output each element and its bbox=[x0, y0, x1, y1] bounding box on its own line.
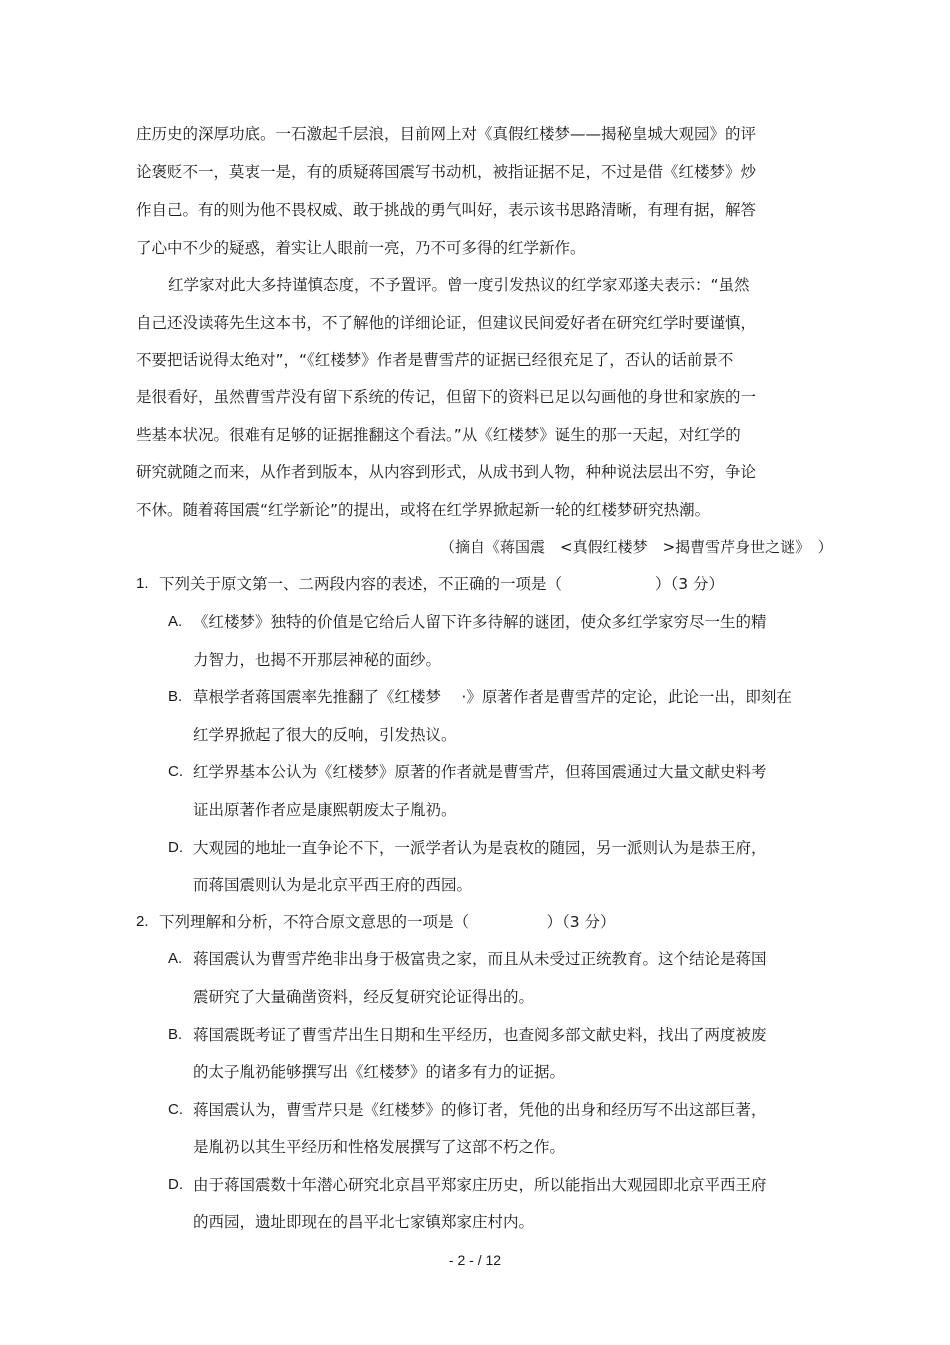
option-text: 是胤礽以其生平经历和性格发展撰写了这部不朽之作。 bbox=[193, 1138, 566, 1156]
passage-line: 了心中不少的疑惑，着实让人眼前一亮，乃不可多得的红学新作。 bbox=[136, 239, 586, 257]
option-text: 蒋国震认为曹雪芹绝非出身于极富贵之家，而且从未受过正统教育。这个结论是蒋国 bbox=[193, 950, 767, 968]
page-number: - 2 - / 12 bbox=[448, 1252, 502, 1268]
passage-line: 论褒贬不一，莫衷一是，有的质疑蒋国震写书动机，被指证据不足，不过是借《红楼梦》炒 bbox=[136, 163, 757, 181]
passage-line: 不休。随着蒋国震“红学新论”的提出，或将在红学界掀起新一轮的红楼梦研究热潮。 bbox=[136, 501, 711, 519]
passage-line: 作自己。有的则为他不畏权威、敢于挑战的勇气叫好，表示该书思路清晰，有理有据，解答 bbox=[136, 201, 757, 219]
option-text: 而蒋国震则认为是北京平西王府的西园。 bbox=[193, 876, 473, 894]
option-letter: B. bbox=[168, 1026, 183, 1043]
option-letter: B. bbox=[168, 688, 183, 705]
passage-line: 研究就随之而来，从作者到版本，从内容到形式，从成书到人物，种种说法层出不穷，争论 bbox=[136, 463, 757, 481]
option-letter: C. bbox=[168, 1101, 183, 1118]
question-number: 1. bbox=[136, 575, 149, 592]
passage-line: 自己还没读蒋先生这本书，不了解他的详细论证，但建议民间爱好者在研究红学时要谨慎， bbox=[136, 314, 757, 332]
question-number: 2. bbox=[136, 913, 149, 930]
option-text: 由于蒋国震数十年潜心研究北京昌平郑家庄历史，所以能指出大观园即北京平西王府 bbox=[193, 1176, 767, 1194]
passage-source: （摘自《蒋国震 <真假红楼梦 >揭曹雪芹身世之谜》 ） bbox=[440, 538, 833, 556]
passage-line: 庄历史的深厚功底。一石激起千层浪，目前网上对《真假红楼梦——揭秘皇城大观园》的评 bbox=[136, 125, 757, 143]
option-letter: A. bbox=[168, 950, 183, 967]
option-text: 证出原著作者应是康熙朝废太子胤礽。 bbox=[193, 801, 457, 819]
question-stem: 下列关于原文第一、二两段内容的表述，不正确的一项是（ ）（3 分） bbox=[159, 575, 725, 593]
option-letter: D. bbox=[168, 839, 183, 856]
question-stem: 下列理解和分析，不符合原文意思的一项是（ ）（3 分） bbox=[159, 913, 616, 931]
option-letter: A. bbox=[168, 613, 183, 630]
option-text: 的太子胤礽能够撰写出《红楼梦》的诸多有力的证据。 bbox=[193, 1063, 566, 1081]
option-text: 蒋国震既考证了曹雪芹出生日期和生平经历，也查阅多部文献史料，找出了两度被废 bbox=[193, 1026, 767, 1044]
passage-line: 是很看好，虽然曹雪芹没有留下系统的传记，但留下的资料已足以勾画他的身世和家族的一 bbox=[136, 388, 757, 406]
passage-line: 红学家对此大多持谨慎态度，不予置评。曾一度引发热议的红学家邓遂夫表示：“虽然 bbox=[168, 276, 750, 294]
option-letter: D. bbox=[168, 1176, 183, 1193]
option-letter: C. bbox=[168, 763, 183, 780]
option-text: 震研究了大量确凿资料，经反复研究论证得出的。 bbox=[193, 988, 535, 1006]
option-text: 《红楼梦》独特的价值是它给后人留下许多待解的谜团，使众多红学家穷尽一生的精 bbox=[193, 613, 767, 631]
option-text: 草根学者蒋国震率先推翻了《红楼梦 ·》原著作者是曹雪芹的定论，此论一出，即刻在 bbox=[193, 688, 792, 706]
option-text: 力智力，也揭不开那层神秘的面纱。 bbox=[193, 651, 442, 669]
option-text: 蒋国震认为，曹雪芹只是《红楼梦》的修订者，凭他的出身和经历写不出这部巨著， bbox=[193, 1101, 767, 1119]
option-text: 红学界掀起了很大的反响，引发热议。 bbox=[193, 726, 457, 744]
passage-line: 不要把话说得太绝对”，“《红楼梦》作者是曹雪芹的证据已经很充足了，否认的话前景不 bbox=[136, 351, 734, 369]
option-text: 红学界基本公认为《红楼梦》原著的作者就是曹雪芹，但蒋国震通过大量文献史料考 bbox=[193, 763, 767, 781]
passage-line: 些基本状况。很难有足够的证据推翻这个看法。”从《红楼梦》诞生的那一天起，对红学的 bbox=[136, 426, 741, 444]
option-text: 大观园的地址一直争论不下，一派学者认为是袁枚的随园，另一派则认为是恭王府， bbox=[193, 839, 767, 857]
option-text: 的西园，遗址即现在的昌平北七家镇郑家庄村内。 bbox=[193, 1213, 535, 1231]
